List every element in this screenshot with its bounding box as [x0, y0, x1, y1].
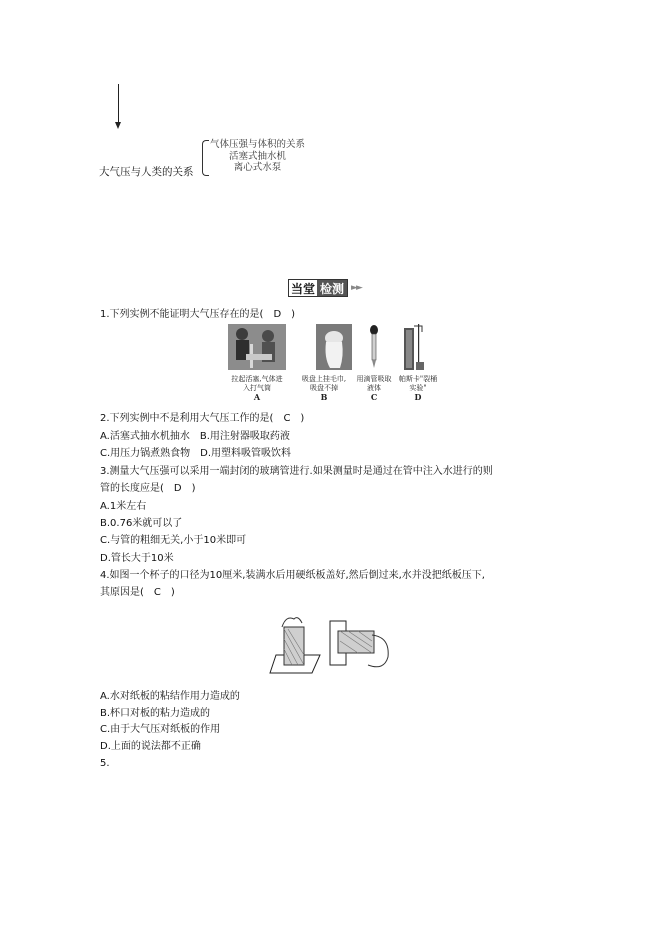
question-5-text: 5.: [100, 758, 110, 769]
barrel-photo: [402, 324, 426, 370]
caption-text: 用滴管吸取液体: [356, 375, 392, 392]
mindmap-branch: 离心式水泵: [233, 162, 282, 173]
caption-letter: D: [414, 392, 422, 402]
caption-text: 吸盘上挂毛巾,吸盘不掉: [301, 375, 347, 392]
mindmap-root-label: 大气压与人类的关系: [99, 166, 194, 178]
question-2-options-2: C.用压力锅煮熟食物 D.用塑料吸管吸饮料: [100, 448, 292, 459]
question-2-options-1: A.活塞式抽水机抽水 B.用注射器吸取药液: [100, 431, 290, 442]
question-3-option: B.0.76米就可以了: [100, 518, 183, 529]
question-3-option: C.与管的粗细无关,小于10米即可: [100, 535, 247, 546]
figure-caption-a: [228, 375, 286, 402]
banner-part1: 当堂: [291, 281, 316, 296]
banner-box: [288, 279, 348, 297]
question-1-text: 1.下列实例不能证明大气压存在的是( D ): [100, 309, 296, 320]
caption-letter: C: [370, 392, 378, 402]
brace-icon: [202, 140, 209, 176]
question-3-text-1: 3.测量大气压强可以采用一端封闭的玻璃管进行.如果测量时是通过在管中注入水进行的则: [100, 466, 493, 477]
dropper-photo: [368, 324, 380, 370]
question-4-option: C.由于大气压对纸板的作用: [100, 724, 221, 735]
question-4-option: A.水对纸板的粘结作用力造成的: [100, 691, 240, 702]
mindmap-branch: 活塞式抽水机: [229, 150, 287, 162]
caption-text: 拉起活塞,气体进入打气筒: [231, 375, 283, 392]
mindmap-vertical-line: [118, 84, 119, 124]
figure-caption-c: [354, 375, 394, 402]
chevron-right-icon: ►►: [351, 283, 361, 293]
suction-cup-photo: [316, 324, 352, 370]
caption-text: 帕斯卡"裂桶实验": [398, 375, 438, 392]
question-4-text-1: 4.如图一个杯子的口径为10厘米,装满水后用硬纸板盖好,然后倒过来,水并没把纸板压下,: [100, 570, 485, 581]
banner-part2: 检测: [317, 280, 347, 296]
question-4-text-2: 其原因是( C ): [100, 587, 175, 598]
caption-letter: A: [253, 392, 261, 402]
question-2-text: 2.下列实例中不是利用大气压工作的是( C ): [100, 413, 305, 424]
caption-letter: B: [320, 392, 328, 402]
figure-caption-d: [396, 375, 440, 402]
mindmap-branch: 气体压强与体积的关系: [210, 139, 306, 150]
cup-experiment-figure: [268, 615, 398, 677]
question-3-option: D.管长大于10米: [100, 553, 174, 564]
question-3-text-2: 管的长度应是( D ): [100, 483, 196, 494]
pump-photo: [228, 324, 286, 370]
question-4-option: D.上面的说法都不正确: [100, 741, 201, 752]
section-banner: [288, 279, 361, 297]
mindmap-branches: [210, 139, 305, 174]
question-3-option: A.1米左右: [100, 501, 147, 512]
down-arrow-icon: [115, 122, 121, 129]
question-4-option: B.杯口对板的粘力造成的: [100, 708, 211, 719]
figure-caption-b: [300, 375, 348, 402]
